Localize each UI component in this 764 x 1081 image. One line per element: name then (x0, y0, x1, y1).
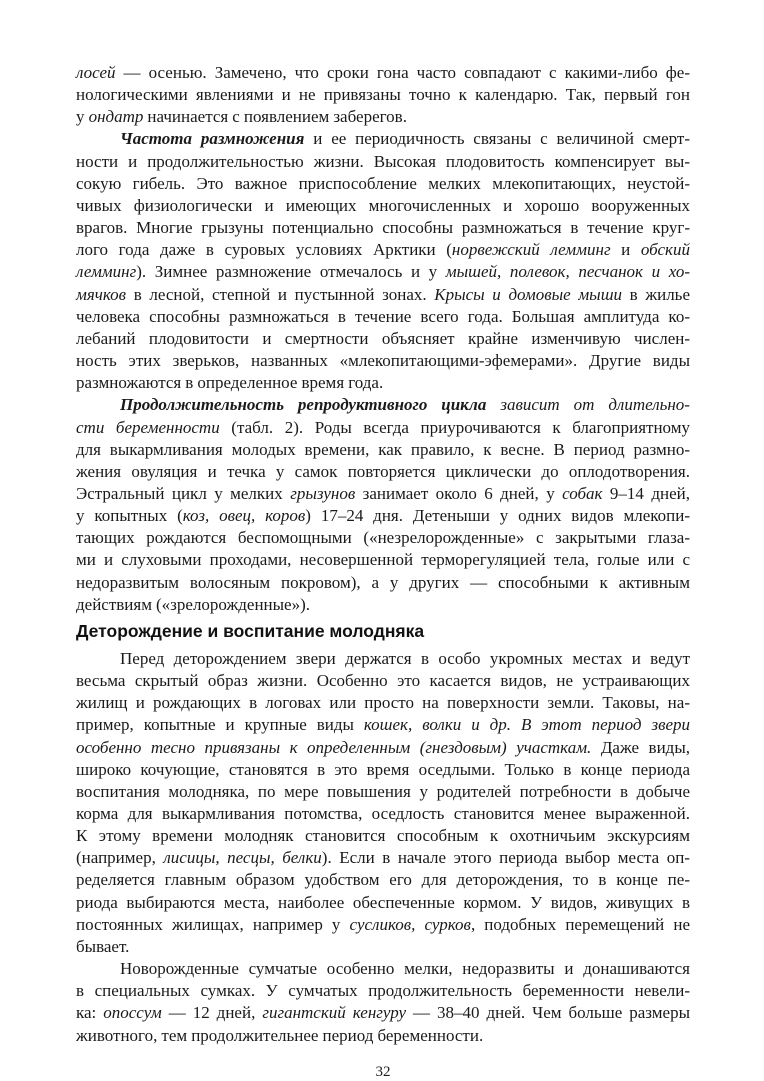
paragraph (76, 394, 690, 616)
text-line (76, 980, 690, 1002)
italic-text: Крысы и домовые мыши (434, 284, 623, 304)
text-span: Перед деторождением звери держатся в особо укромных местах и ведут (120, 648, 690, 668)
text-line (76, 527, 690, 549)
text-span: — 38–40 дней. Чем больше размеры (406, 1003, 691, 1023)
text-line (76, 173, 690, 195)
text-span: нологическими явлениями и не привязаны точно к календарю. Так, первый гон (76, 85, 690, 105)
page-number: 32 (375, 1063, 391, 1080)
text-span: в специальных сумках. У сумчатых продолжительность беременности невели- (76, 981, 690, 1001)
text-span: и ее периодичность связаны с величиной смерт- (304, 129, 690, 149)
text-line (76, 328, 690, 350)
text-line (76, 670, 690, 692)
text-span: в лесной, степной и пустынной зонах. (126, 284, 435, 304)
text-span: начинается с появлением заберегов. (143, 107, 407, 127)
bold-italic-term: Частота размножения (120, 129, 305, 149)
text-line (76, 217, 690, 239)
text-span: ми и слуховыми проходами, несовершенной терморегуляцией тела, голые или с (76, 550, 690, 570)
text-span: врагов. Многие грызуны потенциально способны размножаться в течение круг- (76, 218, 690, 238)
text-span: тающих рождаются беспомощными («незрелорожденные» с закрытыми глаза- (76, 528, 690, 548)
text-line (76, 461, 690, 483)
text-line (76, 847, 690, 869)
text-span: бывает. (76, 936, 130, 956)
italic-text: грызунов (290, 483, 356, 503)
text-span: для выкармливания молодых времени, как правило, к весне. В период размно- (76, 439, 690, 459)
text-line (76, 84, 690, 106)
text-span: — 12 дней, (161, 1003, 263, 1023)
text-span: ка: (76, 1003, 104, 1023)
text-span: ределяется главным образом удобством его для деторождения, то в конце пе- (76, 870, 690, 890)
text-line (76, 483, 690, 505)
text-line (76, 372, 690, 394)
text-span: в жилье (622, 284, 690, 304)
text-span: постоянных жилищах, например у (76, 914, 350, 934)
text-span: ). Зимнее размножение отмечалось и у (136, 262, 446, 282)
text-span: жения овуляция и течка у самок повторяется циклически до оплодотворения. (76, 461, 690, 481)
text-span: человека способны размножаться в течение всего года. Большая амплитуда ко- (76, 306, 690, 326)
text-line (76, 936, 690, 958)
text-span: (например, (76, 848, 164, 868)
text-span: у копытных ( (76, 506, 183, 526)
text-line (76, 759, 690, 781)
text-span: животного, тем продолжительнее период беременности. (76, 1025, 484, 1045)
text-span: Даже виды, (591, 737, 690, 757)
text-span: риода выбираются места, наиболее обеспеченные кормом. У видов, живущих в (76, 892, 690, 912)
text-line (76, 869, 690, 891)
text-span: широко кочующие, становятся в это время оседлыми. Только в конце периода (76, 759, 690, 779)
text-line (76, 958, 690, 980)
text-line (76, 692, 690, 714)
text-line (76, 128, 690, 150)
text-line (76, 439, 690, 461)
text-span (486, 395, 500, 414)
italic-text: особенно тесно привязаны к определенным (гнездовым) участкам. (76, 737, 592, 757)
paragraph (76, 648, 690, 958)
text-span: ность этих зверьков, названных «млекопитающими-эфемерами». Другие виды (76, 351, 690, 371)
paragraph (76, 958, 690, 1047)
text-span: Эстральный цикл у мелких (76, 483, 291, 503)
text-span: ности и продолжительностью жизни. Высокая плодовитость компенсирует вы- (76, 151, 690, 171)
text-span: размножаются в определенное время года. (76, 373, 384, 393)
text-span: (табл. 2). Роды всегда приурочиваются к благоприятному (219, 417, 690, 437)
text-span: у (76, 107, 89, 127)
text-span: пример, копытные и крупные виды (76, 715, 364, 735)
text-line (76, 648, 690, 670)
text-line (76, 306, 690, 328)
text-line (76, 737, 690, 759)
text-line (76, 892, 690, 914)
text-line (76, 417, 690, 439)
italic-text: собак (562, 483, 603, 503)
text-span: жилищ и рождающих в логовах или просто на поверхности земли. Таковы, на- (76, 693, 690, 713)
text-span: сокую гибель. Это важное приспособление мелких млекопитающих, неустой- (76, 173, 690, 193)
text-line (76, 803, 690, 825)
text-line (76, 350, 690, 372)
section-heading: Деторождение и воспитание молодняка (76, 620, 425, 641)
text-span: лебаний плодовитости и смертности объясняет крайне изменчивую числен- (76, 328, 690, 348)
text-span: Новорожденные сумчатые особенно мелки, недоразвиты и донашиваются (120, 959, 690, 979)
text-line (76, 781, 690, 803)
italic-text: гигантский кенгуру (262, 1003, 407, 1023)
text-span: — осенью. Замечено, что сроки гона часто совпадают с какими-либо фе- (115, 63, 690, 82)
text-span: К этому времени молодняк становится способным к охотничьим экскурсиям (76, 826, 690, 846)
text-span: лого года даже в суровых условиях Арктики ( (76, 240, 452, 260)
page-body (76, 62, 690, 1081)
text-line (76, 394, 690, 416)
italic-text: лемминг (76, 262, 137, 282)
page-content (76, 62, 690, 1047)
text-span: действиям («зрелорожденные»). (76, 594, 311, 614)
text-span: чивых физиологически и имеющих многочисленных и хорошо вооруженных (76, 195, 690, 215)
text-span: воспитания молодняка, по мере повышения у родителей потребности в добыче (76, 781, 690, 801)
text-span: , подобных перемещений не (470, 914, 690, 934)
italic-text: обский (640, 240, 690, 260)
text-line (76, 151, 690, 173)
paragraph (76, 128, 690, 394)
italic-text: мячков (76, 284, 127, 304)
italic-text: сти беременности (76, 417, 220, 437)
italic-text: кошек, волки и др. В этот период звери (363, 715, 690, 735)
text-line (76, 914, 690, 936)
italic-text: норвежский лемминг (451, 240, 611, 260)
italic-text: сусликов, сурков (349, 914, 471, 934)
text-span: недоразвитым волосяным покровом), а у других — способными к активным (76, 572, 690, 592)
italic-text: лосей (76, 63, 116, 82)
text-line (76, 195, 690, 217)
text-line (76, 505, 690, 527)
italic-text: мышей, полевок, песчанок и хо- (445, 262, 690, 282)
text-line (76, 62, 690, 84)
text-line (76, 594, 690, 616)
italic-text: опоссум (103, 1003, 162, 1023)
text-span: весьма скрытый образ жизни. Особенно это касается видов, не устраивающих (76, 671, 690, 691)
text-span: ) 17–24 дня. Детеныши у одних видов млекопи- (305, 506, 690, 526)
text-line (76, 549, 690, 571)
italic-text: коз, овец, коров (182, 506, 306, 526)
bold-italic-term: Продолжительность репродуктивного цикла (120, 395, 487, 415)
text-line (76, 572, 690, 594)
italic-text: лисицы, песцы, белки (163, 848, 322, 868)
text-span: корма для выкармливания потомства, оседлость становится менее выраженной. (76, 804, 690, 823)
italic-text: зависит от длительно- (500, 395, 690, 415)
text-span: 9–14 дней, (602, 483, 690, 503)
paragraph (76, 62, 690, 128)
text-line (76, 1025, 690, 1047)
text-line (76, 714, 690, 736)
text-line (76, 1002, 690, 1024)
text-line (76, 261, 690, 283)
text-line (76, 825, 690, 847)
text-line (76, 284, 690, 306)
text-span: ). Если в начале этого периода выбор места оп- (321, 848, 690, 868)
italic-text: ондатр (88, 107, 144, 127)
text-span: занимает около 6 дней, у (355, 483, 563, 503)
text-span: и (610, 240, 641, 260)
text-line (76, 239, 690, 261)
text-line (76, 106, 690, 128)
